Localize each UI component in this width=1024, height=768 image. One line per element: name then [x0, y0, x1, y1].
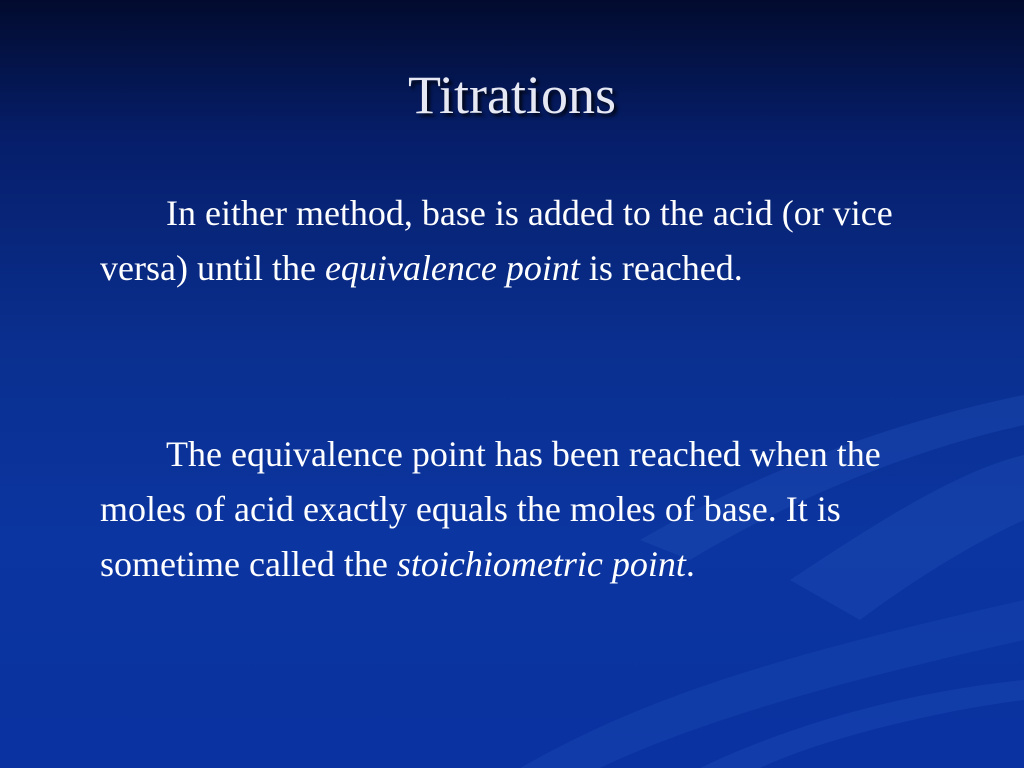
paragraph1-text: In either method, base is added to the acid (or vice versa) until the: [100, 193, 893, 288]
paragraph1-text-end: is reached.: [579, 248, 743, 288]
paragraph2-text: The equivalence point has been reached when the moles of acid exactly equals the moles of base. It is sometime called the: [100, 434, 881, 584]
paragraph-equivalence-point: [100, 186, 960, 296]
paragraph-stoichiometric-point: [100, 427, 960, 592]
slide-title: Titrations: [407, 65, 617, 125]
paragraph1-italic-term: equivalence point: [324, 248, 580, 288]
paragraph2-italic-term: stoichiometric point: [396, 544, 686, 584]
paragraph2-text-end: .: [685, 544, 695, 584]
